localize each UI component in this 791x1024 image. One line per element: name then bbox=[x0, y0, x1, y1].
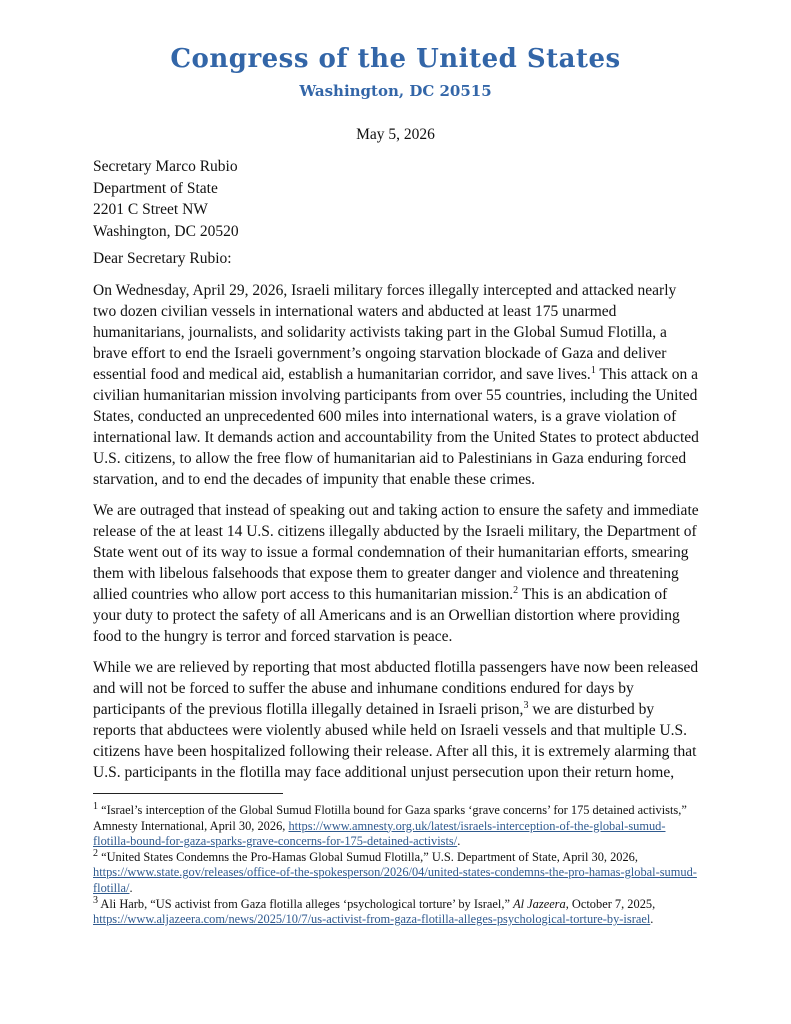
footnote-3-link[interactable]: https://www.aljazeera.com/news/2025/10/7/us-activist-from-gaza-flotilla-alleges-psychological-torture-by-israel bbox=[93, 912, 651, 927]
footnote-3-text: Ali Harb, “US activist from Gaza flotilla alleges ‘psychological torture’ by Israel,” bbox=[98, 896, 514, 911]
footnote-1-number: 1 bbox=[93, 800, 98, 812]
paragraph-1 bbox=[93, 280, 699, 490]
address-line-street: 2201 C Street NW bbox=[93, 201, 208, 218]
address-line-name: Secretary Marco Rubio bbox=[93, 158, 238, 175]
footnote-2-number: 2 bbox=[93, 847, 98, 859]
letterhead-subtitle: Washington, DC 20515 bbox=[299, 82, 492, 100]
letterhead bbox=[0, 40, 791, 104]
paragraph-1-text-a: On Wednesday, April 29, 2026, Israeli military forces illegally intercepted and attacked nearly two dozen civilian vessels in international waters and abducted at least 175 unarmed humanitarians, journalists, and solidarity activists taking part in the Global Sumud Flotilla, a brave effort to end the Israeli government’s ongoing starvation blockade of Gaza and deliver essential food and medical aid, establish a humanitarian corridor, and save lives. bbox=[93, 282, 677, 383]
address-line-city: Washington, DC 20520 bbox=[93, 222, 239, 240]
footnote-divider bbox=[93, 793, 283, 794]
footnote-1-link[interactable]: https://www.amnesty.org.uk/latest/israels-interception-of-the-global-sumud-flotilla-bound-for-gaza-sparks-grave-concerns-for-175-detained-activists/ bbox=[93, 818, 666, 849]
footnote-3-end: . bbox=[650, 912, 654, 927]
recipient-address bbox=[93, 156, 699, 242]
paragraph-2-text-a: We are outraged that instead of speaking out and taking action to ensure the safety and immediate release of the at least 14 U.S. citizens illegally abducted by the Israeli military, the Department of State went out of its way to issue a formal condemnation of their humanitarian efforts, smearing them with libelous falsehoods that expose them to greater danger and violence and threatening allied countries who allow port access to this humanitarian mission. bbox=[93, 502, 699, 603]
footnote-3 bbox=[93, 894, 699, 928]
paragraph-3-text-b: we are disturbed by reports that abductees were violently abused while held on Israeli vessels and that multiple U.S. citizens have been hospitalized following their release. After all this, it is extremely alarming that U.S. participants in the flotilla may face additional unjust persecution upon their return home, bbox=[93, 701, 697, 781]
paragraph-1-text-b: This attack on a civilian humanitarian mission involving participants from over 55 countries, including the United States, conducted an unprecedented 600 miles into international waters, is a grave violation of international law. It demands action and accountability from the United States to protect abducted U.S. citizens, to allow the free flow of humanitarian aid to Palestinians in Gaza enduring forced starvation, and to end the decades of impunity that enable these crimes. bbox=[93, 366, 699, 488]
paragraph-3-text-a: While we are relieved by reporting that most abducted flotilla passengers have now been released and will not be forced to suffer the abuse and inhumane conditions endured for days by participants of the previous flotilla illegally detained in Israeli prison, bbox=[93, 659, 699, 718]
footnotes bbox=[93, 800, 699, 928]
paragraph-2-text-b: This is an abdication of your duty to protect the safety of all Americans and is an Orwellian distortion where providing food to the hungry is terror and forced starvation is peace. bbox=[93, 586, 680, 645]
footnote-2-link[interactable]: https://www.state.gov/releases/office-of-the-spokesperson/2026/04/united-states-condemns-the-pro-hamas-global-sumud-flotilla/ bbox=[93, 865, 697, 895]
footnote-2-end: . bbox=[129, 880, 133, 895]
letter-body bbox=[93, 280, 699, 793]
footnote-3-text-2: , October 7, 2025, bbox=[565, 896, 656, 911]
footnote-ref-3: 3 bbox=[523, 699, 529, 711]
footnote-1 bbox=[93, 800, 699, 850]
footnote-2-text: “United States Condemns the Pro-Hamas Global Sumud Flotilla,” U.S. Department of State, April 30, 2026, bbox=[98, 849, 638, 864]
footnote-3-number: 3 bbox=[93, 894, 98, 906]
footnote-ref-1: 1 bbox=[590, 364, 596, 376]
salutation: Dear Secretary Rubio: bbox=[93, 250, 232, 267]
footnote-1-text: “Israel’s interception of the Global Sumud Flotilla bound for Gaza sparks ‘grave concerns’ for 175 detained activists,” Amnesty International, April 30, 2026, bbox=[93, 803, 687, 833]
letterhead-title: Congress of the United States bbox=[170, 44, 621, 74]
paragraph-2 bbox=[93, 500, 699, 647]
footnote-1-end: . bbox=[457, 834, 461, 849]
footnote-ref-2: 2 bbox=[513, 584, 519, 596]
paragraph-3 bbox=[93, 657, 699, 783]
letter-date: May 5, 2026 bbox=[356, 126, 435, 143]
footnote-2 bbox=[93, 847, 699, 897]
address-line-department: Department of State bbox=[93, 179, 218, 197]
footnote-3-source: Al Jazeera bbox=[513, 896, 566, 911]
